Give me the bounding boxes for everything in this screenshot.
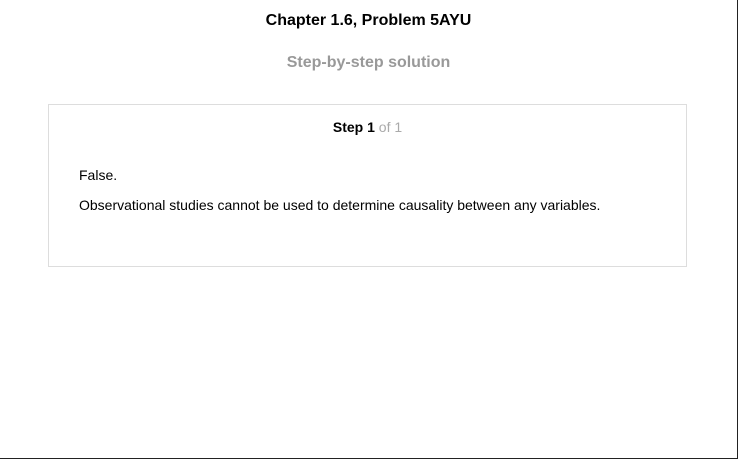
step-total: of 1 xyxy=(378,119,403,135)
step-paragraph-answer: False. xyxy=(79,167,118,183)
step-header xyxy=(49,119,686,135)
step-number: 1 xyxy=(367,119,375,135)
step-paragraph-explanation: Observational studies cannot be used to determine causality between any variables. xyxy=(79,197,601,213)
step-card xyxy=(48,104,687,267)
step-label: Step xyxy=(332,119,364,135)
solution-subtitle: Step-by-step solution xyxy=(286,54,451,71)
step-body xyxy=(79,167,666,227)
page-title: Chapter 1.6, Problem 5AYU xyxy=(265,12,472,29)
